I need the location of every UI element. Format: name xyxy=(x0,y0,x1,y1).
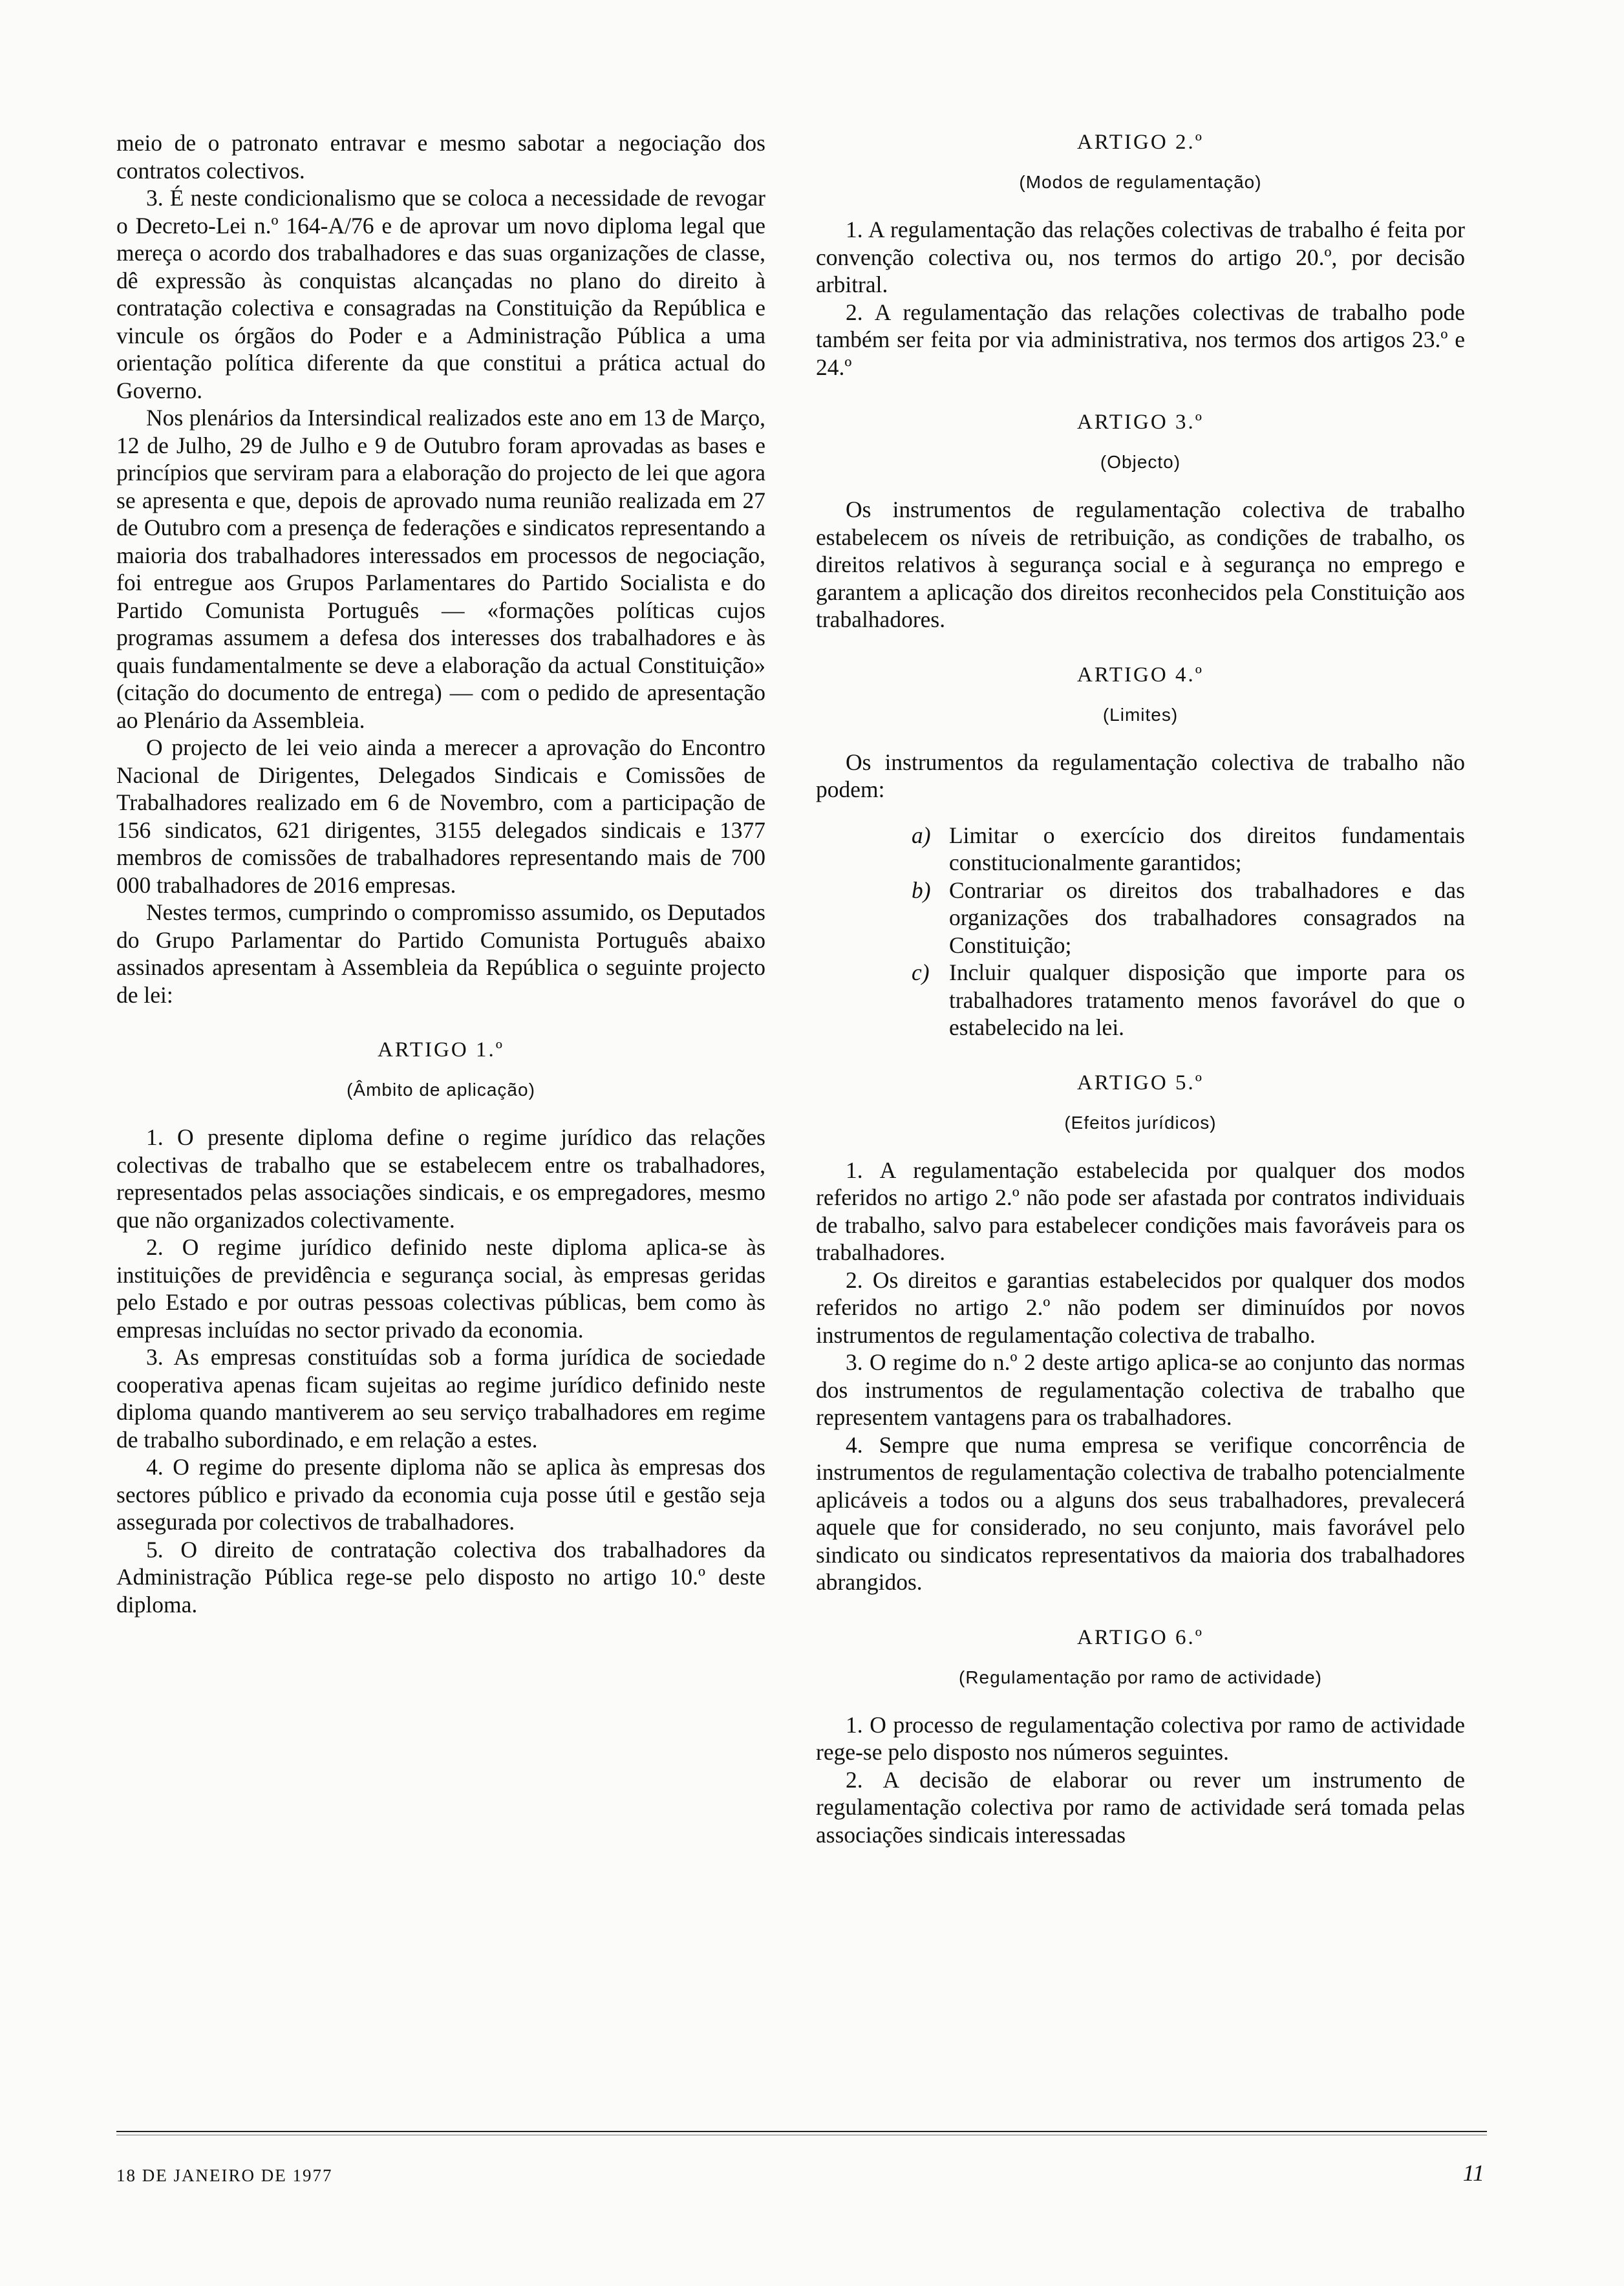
article-heading: ARTIGO 6.º xyxy=(1077,1625,1204,1649)
paragraph: 1. A regulamentação das relações colectivas de trabalho é feita por convenção colectiva ou, nos termos do artigo 20.º, por decisão arbitral. xyxy=(816,217,1465,297)
list-item-label: b) xyxy=(912,877,931,903)
paragraph: 3. As empresas constituídas sob a forma jurídica de sociedade cooperativa apenas ficam sujeitas ao regime jurídico definido neste diploma quando mantiverem ao seu serviço trabalhadores em regime de trabalho subordinado, e em relação a estes. xyxy=(116,1344,765,1453)
article-title: (Efeitos jurídicos) xyxy=(1064,1112,1217,1133)
paragraph: 2. A decisão de elaborar ou rever um instrumento de regulamentação colectiva por ramo de actividade será tomada pelas associações sindicais interessadas xyxy=(816,1766,1465,1848)
article-heading: ARTIGO 3.º xyxy=(1077,411,1204,434)
paragraph: Os instrumentos da regulamentação colectiva de trabalho não podem: xyxy=(816,749,1465,802)
paragraph: 5. O direito de contratação colectiva dos trabalhadores da Administração Pública rege-se pelo disposto no artigo 10.º deste diploma. xyxy=(116,1536,765,1618)
paragraph: Nos plenários da Intersindical realizados este ano em 13 de Março, 12 de Julho, 29 de Julho e 9 de Outubro foram aprovadas as bases e princípios que serviram para a elaboração do projecto de lei que agora se apresenta e que, depois de aprovado numa reunião realizada em 27 de Outubro com a presença de federações e sindicatos representando a maioria dos trabalhadores interessados em processos de negociação, foi entregue aos Grupos Parlamentares do Partido Socialista e do Partido Comunista Português — «formações políticas cujos programas assumem a defesa dos interesses dos trabalhadores e às quais fundamentalmente se deve a elaboração da actual Constituição» (citação do documento de entrega) — com o pedido de apresentação ao Plenário da Assembleia. xyxy=(116,405,765,733)
paragraph: 1. O processo de regulamentação colectiva por ramo de actividade rege-se pelo disposto nos números seguintes. xyxy=(816,1711,1465,1765)
paragraph: O projecto de lei veio ainda a merecer a aprovação do Encontro Nacional de Dirigentes, Delegados Sindicais e Comissões de Trabalhadores realizado em 6 de Novembro, com a participação de 156 sindicatos, 621 dirigentes, 3155 delegados sindicais e 1377 membros de comissões de trabalhadores representando mais de 700 000 trabalhadores de 2016 empresas. xyxy=(116,734,765,898)
paragraph: 1. O presente diploma define o regime jurídico das relações colectivas de trabalho que se estabelecem entre os trabalhadores, representados pelas associações sindicais, e os empregadores, mesmo que não organizados colectivamente. xyxy=(116,1124,765,1233)
list-item xyxy=(912,959,1465,1042)
article-title: (Limites) xyxy=(1102,704,1179,725)
paragraph: 2. Os direitos e garantias estabelecidos por qualquer dos modos referidos no artigo 2.º não podem ser diminuídos por novos instrumentos de regulamentação colectiva de trabalho. xyxy=(816,1266,1465,1348)
article-title: (Modos de regulamentação) xyxy=(1019,172,1262,192)
paragraph: 3. O regime do n.º 2 deste artigo aplica-se ao conjunto das normas dos instrumentos de regulamentação colectiva de trabalho que representem vantagens para os trabalhadores. xyxy=(816,1349,1465,1430)
list-item-text: Incluir qualquer disposição que importe para os trabalhadores tratamento menos favorável do que o estabelecido na lei. xyxy=(949,959,1465,1040)
article-title: (Objecto) xyxy=(1100,452,1181,472)
article-heading: ARTIGO 4.º xyxy=(1077,663,1204,687)
footer-divider xyxy=(116,2131,1487,2132)
alinea-list xyxy=(816,822,1465,1042)
list-item xyxy=(912,822,1465,877)
list-item-text: Limitar o exercício dos direitos fundamentais constitucionalmente garantidos; xyxy=(949,822,1465,875)
footer-date: 18 DE JANEIRO DE 1977 xyxy=(116,2166,333,2185)
article-title: (Regulamentação por ramo de actividade) xyxy=(959,1667,1322,1687)
list-item xyxy=(912,877,1465,959)
article-title: (Âmbito de aplicação) xyxy=(347,1080,535,1100)
left-column xyxy=(116,129,765,1618)
paragraph: 3. É neste condicionalismo que se coloca a necessidade de revogar o Decreto-Lei n.º 164-A/76 e de aprovar um novo diploma legal que mereça o acordo dos trabalhadores e das suas organizações de classe, dê expressão às conquistas alcançadas no plano do direito à contratação colectiva e consagradas na Constituição da República e vincule os órgãos do Poder e a Administração Pública a uma orientação política diferente da que constitui a prática actual do Governo. xyxy=(116,185,765,403)
list-item-label: c) xyxy=(912,959,930,985)
article-heading: ARTIGO 2.º xyxy=(1077,131,1204,154)
paragraph: 4. O regime do presente diploma não se aplica às empresas dos sectores público e privado da economia cuja posse útil e gestão seja assegurada por colectivos de trabalhadores. xyxy=(116,1454,765,1535)
paragraph: 1. A regulamentação estabelecida por qualquer dos modos referidos no artigo 2.º não pode ser afastada por contratos individuais de trabalho, salvo para estabelecer condições mais favoráveis para os trabalhadores. xyxy=(816,1157,1465,1265)
paragraph: Os instrumentos de regulamentação colectiva de trabalho estabelecem os níveis de retribuição, as condições de trabalho, os direitos relativos à segurança social e à segurança no emprego e garantem a aplicação dos direitos reconhecidos pela Constituição aos trabalhadores. xyxy=(816,497,1465,632)
article-heading: ARTIGO 5.º xyxy=(1077,1071,1204,1095)
list-item-text: Contrariar os direitos dos trabalhadores e das organizações dos trabalhadores consagrados na Constituição; xyxy=(949,877,1465,958)
list-item-label: a) xyxy=(912,822,931,848)
paragraph: 2. O regime jurídico definido neste diploma aplica-se às instituições de previdência e segurança social, às empresas geridas pelo Estado e por outras pessoas colectivas públicas, bem como às empresas incluídas no sector privado da economia. xyxy=(116,1234,765,1343)
paragraph: 2. A regulamentação das relações colectivas de trabalho pode também ser feita por via administrativa, nos termos dos artigos 23.º e 24.º xyxy=(816,299,1465,380)
paragraph: Nestes termos, cumprindo o compromisso assumido, os Deputados do Grupo Parlamentar do Partido Comunista Português abaixo assinados apresentam à Assembleia da República o seguinte projecto de lei: xyxy=(116,899,765,1008)
paragraph: meio de o patronato entravar e mesmo sabotar a negociação dos contratos colectivos. xyxy=(116,130,765,184)
right-column xyxy=(816,129,1465,1848)
paragraph: 4. Sempre que numa empresa se verifique concorrência de instrumentos de regulamentação colectiva de trabalho potencialmente aplicáveis a todos ou a alguns dos seus trabalhadores, prevalecerá aquele que for considerado, no seu conjunto, mais favorável pelo sindicato ou sindicatos representativos da maioria dos trabalhadores abrangidos. xyxy=(816,1431,1465,1595)
article-heading: ARTIGO 1.º xyxy=(378,1038,504,1062)
page-number: 11 xyxy=(1462,2160,1484,2186)
